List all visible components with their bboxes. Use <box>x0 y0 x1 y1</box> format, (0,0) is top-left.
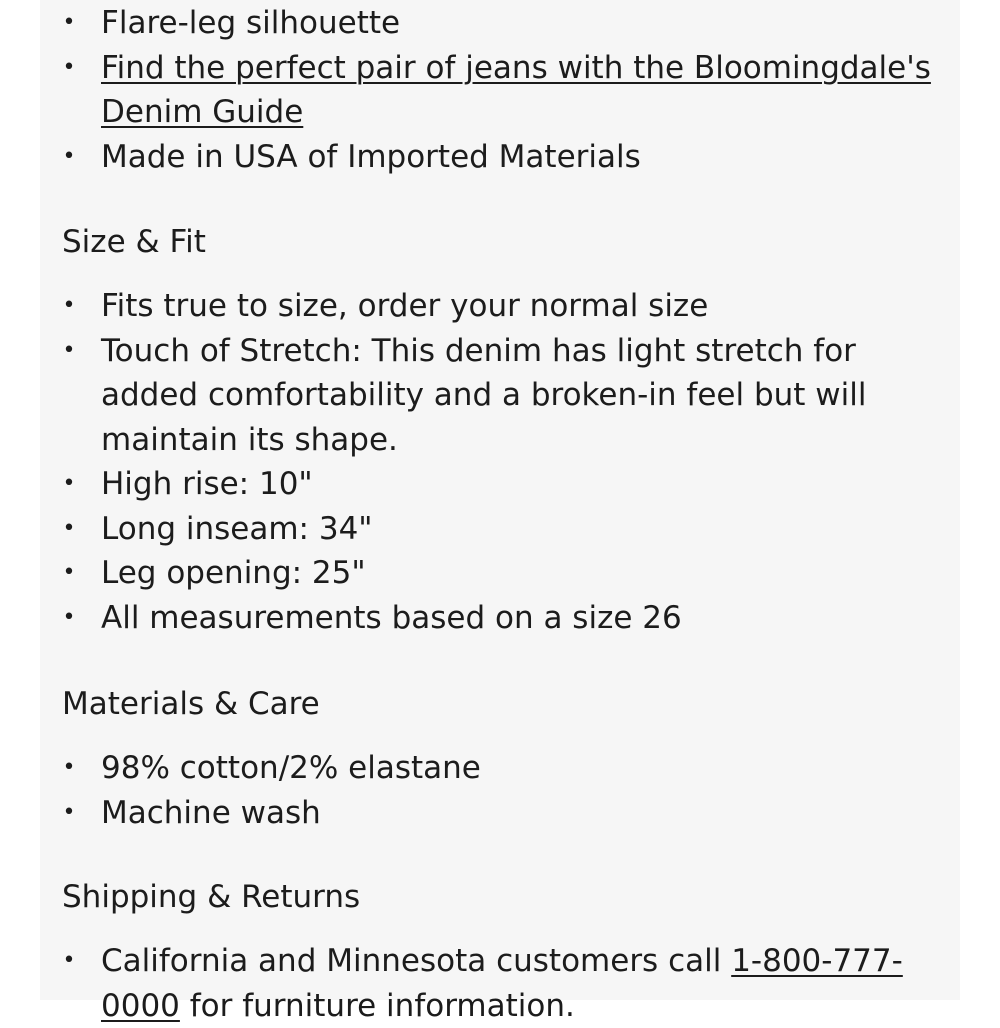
bullet-icon: • <box>62 948 76 973</box>
list-item-text: Flare-leg silhouette <box>101 5 401 41</box>
bullet-icon: • <box>62 54 76 80</box>
list-item-text: 98% cotton/2% elastane <box>101 750 481 786</box>
bullet-icon: • <box>62 143 76 169</box>
bullet-icon: • <box>62 337 76 363</box>
list-item <box>62 462 942 507</box>
list-item-text: Made in USA of Imported Materials <box>101 138 641 175</box>
bullet-icon: • <box>62 799 76 825</box>
shipping-returns-list <box>62 939 942 1028</box>
shipping-returns-heading: Shipping & Returns <box>62 879 361 915</box>
list-item-text: California and Minnesota customers call <box>101 943 732 979</box>
list-item-text: Long inseam: 34" <box>101 510 373 547</box>
list-item-text: Machine wash <box>101 794 321 831</box>
list-item <box>62 46 942 135</box>
list-item-text: Fits true to size, order your normal size <box>101 288 709 324</box>
bullet-icon: • <box>62 471 76 496</box>
bullet-icon: • <box>62 755 76 780</box>
bullet-icon: • <box>62 293 76 318</box>
list-item <box>62 596 942 641</box>
bullet-icon: • <box>62 604 76 630</box>
bullet-icon: • <box>62 560 76 585</box>
list-item <box>62 791 942 836</box>
list-item <box>62 284 942 329</box>
list-item-text: High rise: 10" <box>101 466 313 502</box>
list-item-text: Leg opening: 25" <box>101 555 366 591</box>
list-item <box>62 746 942 791</box>
bullet-icon: • <box>62 515 76 541</box>
list-item <box>62 507 942 552</box>
list-item-text: Touch of Stretch: This denim has light stretch for added comfortability and a broken-in feel but will maintain its shape. <box>101 332 867 458</box>
list-item-text: All measurements based on a size 26 <box>101 599 682 636</box>
size-fit-heading: Size & Fit <box>62 224 206 260</box>
list-item <box>62 1 942 46</box>
list-item <box>62 939 942 1028</box>
intro-list <box>62 1 942 179</box>
list-item <box>62 551 942 596</box>
size-fit-list <box>62 284 942 640</box>
product-details-panel <box>40 0 960 1024</box>
bullet-icon: • <box>62 10 76 35</box>
materials-care-heading: Materials & Care <box>62 686 320 722</box>
materials-care-list <box>62 746 942 835</box>
list-item <box>62 329 942 463</box>
list-item-text: for furniture information. <box>179 987 575 1024</box>
denim-guide-link[interactable]: Find the perfect pair of jeans with the Bloomingdale's Denim Guide <box>101 49 931 130</box>
list-item <box>62 135 942 180</box>
customer-service-phone-link[interactable]: 1-800-777-0000 <box>101 943 903 1024</box>
